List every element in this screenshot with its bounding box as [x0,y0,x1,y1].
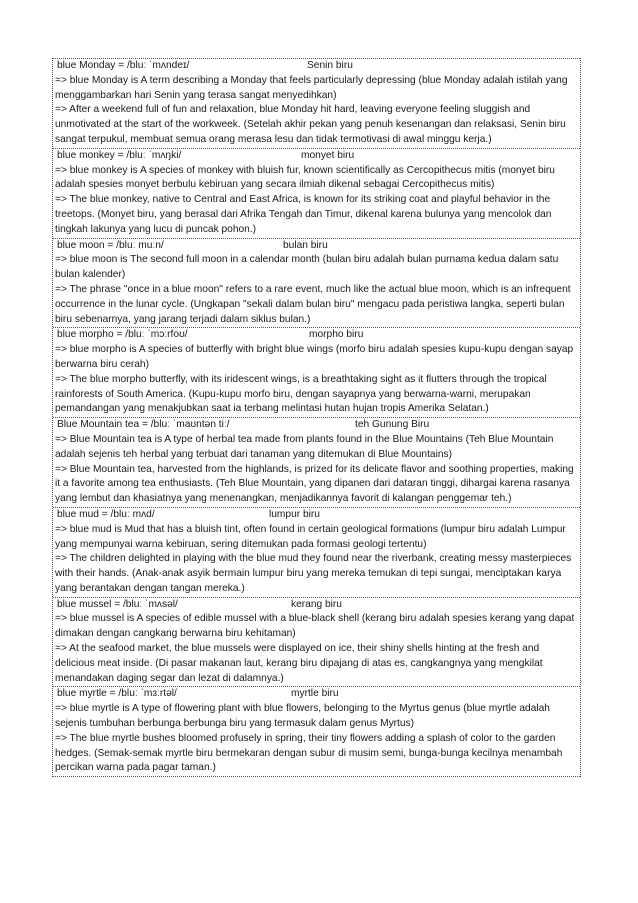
entry-example: => The children delighted in playing with the blue mud they found near the riverbank, creating messy masterpieces with their hands. (Anak-anak asyik bermain lumpur biru yang mereka temukan di tepi sungai, menciptakan karya yang berantakan dengan tangan mereka.) [55,553,572,594]
entry-heading [53,508,580,523]
entry-heading [53,418,580,433]
entry-heading [53,598,580,613]
vocabulary-entry [53,58,580,148]
vocabulary-entry [53,417,580,507]
vocabulary-entry [53,327,580,417]
entry-gloss: morpho biru [309,329,364,341]
entry-example: => After a weekend full of fun and relaxation, blue Monday hit hard, leaving everyone feeling sluggish and unmotivated at the start of the workweek. (Setelah akhir pekan yang penuh kesenangan dan relaksasi, Senin biru sangat terpukul, membuat semua orang merasa lesu dan tidak termotivasi di awal minggu kerja.) [55,104,566,145]
entry-gloss: Senin biru [307,60,353,71]
entry-definition: => blue mussel is A species of edible mussel with a blue-black shell (kerang biru adalah spesies kerang yang dapat dimakan dengan cangkang berwarna biru kehitaman) [55,613,575,640]
vocabulary-entry [53,597,580,687]
vocabulary-entry [53,148,580,238]
entry-gloss: lumpur biru [269,508,320,520]
entry-heading [53,149,580,164]
entry-gloss: teh Gunung Biru [355,419,430,431]
entry-example: => The blue monkey, native to Central and East Africa, is known for its striking coat and playful behavior in the treetops. (Monyet biru, yang berasal dari Afrika Tengah dan Timur, dikenal karena bulunya yang mencolok dan tingkah lakunya yang lucu di puncak pohon.) [55,194,552,235]
entry-gloss: monyet biru [301,149,355,161]
entry-gloss: myrtle biru [291,688,339,700]
entry-definition: => blue myrtle is A type of flowering plant with blue flowers, belonging to the Myrtus genus (blue myrtle adalah sejenis tumbuhan berbunga berbunga biru yang termasuk dalam genus Myrtus) [55,703,550,730]
entry-example: => The blue myrtle bushes bloomed profusely in spring, their tiny flowers adding a splash of color to the garden hedges. (Semak-semak myrtle biru bermekaran dengan subur di musim semi, bunga-bunga kecilnya menambah percikan warna pada pagar taman.) [55,732,563,774]
entry-definition: => blue morpho is A species of butterfly with bright blue wings (morfo biru adalah spesies kupu-kupu dengan sayap berwarna biru cerah) [55,344,574,370]
entry-definition: => blue mud is Mud that has a bluish tint, often found in certain geological formations (lumpur biru adalah Lumpur yang mempunyai warna kebiruan, sering ditemukan pada formasi geologi tertentu) [55,523,566,550]
entry-heading [53,328,580,343]
entry-example: => Blue Mountain tea, harvested from the highlands, is prized for its delicate flavor and soothing properties, making it a favorite among tea enthusiasts. (Teh Blue Mountain, yang dipanen dari dataran tinggi, dihargai karena rasanya yang lembut dan khasiatnya yang menenangkan, menjadikannya favorit di kalangan penggemar teh.) [55,463,574,505]
entry-definition: => Blue Mountain tea is A type of herbal tea made from plants found in the Blue Mountains (Teh Blue Mountain adalah sejenis teh herbal yang terbuat dari tanaman yang ditemukan di Blue Mountains) [55,433,554,460]
entry-heading [53,239,580,254]
entry-term: blue Monday = /bluː ˈmʌndeɪ/ [57,60,190,71]
entry-term: blue mud = /bluː mʌd/ [57,508,155,520]
entry-gloss: kerang biru [291,598,342,610]
entry-term: blue moon = /bluː muːn/ [57,239,164,251]
entry-definition: => blue moon is The second full moon in a calendar month (bulan biru adalah bulan purnama kedua dalam satu bulan kalender) [55,254,559,281]
vocabulary-table [52,58,581,777]
entry-example: => The blue morpho butterfly, with its iridescent wings, is a breathtaking sight as it flutters through the tropical rainforests of South America. (Kupu-kupu morfo biru, dengan sayapnya yang berwarna-warni, merupakan pemandangan yang menakjubkan saat ia terbang melintasi hutan hujan tropis Amerika Selatan.) [55,373,547,415]
entry-example: => The phrase "once in a blue moon" refers to a rare event, much like the actual blue moon, which is an infrequent occurrence in the lunar cycle. (Ungkapan "sekali dalam bulan biru" mengacu pada peristiwa langka, seperti bulan biru sebenarnya, yang jarang terjadi dalam siklus bulan.) [55,283,571,325]
entry-heading [53,687,580,702]
entry-term: blue morpho = /bluː ˈmɔːrfoʊ/ [57,329,188,341]
entry-gloss: bulan biru [283,239,328,251]
entry-heading [53,59,580,74]
vocabulary-entry [53,238,580,328]
entry-term: Blue Mountain tea = /bluː ˈmaʊntən tiː/ [57,419,230,431]
vocabulary-entry [53,686,580,777]
entry-definition: => blue monkey is A species of monkey with bluish fur, known scientifically as Cercopithecus mitis (monyet biru adalah spesies monyet berbulu kebiruan yang secara ilmiah dikenal sebagai Cercopithecus mitis) [55,164,555,191]
entry-definition: => blue Monday is A term describing a Monday that feels particularly depressing (blue Monday adalah istilah yang menggambarkan hari Senin yang terasa sangat menyedihkan) [55,74,568,101]
entry-term: blue monkey = /bluː ˈmʌŋki/ [57,149,182,161]
entry-term: blue myrtle = /bluː ˈmɜːrtəl/ [57,688,177,700]
vocabulary-entry [53,507,580,597]
entry-term: blue mussel = /bluː ˈmʌsəl/ [57,598,178,610]
entry-example: => At the seafood market, the blue mussels were displayed on ice, their shiny shells hinting at the fresh and delicious meat inside. (Di pasar makanan laut, kerang biru dipajang di atas es, cangkangnya yang mengkilat menandakan daging segar dan lezat di dalamnya.) [55,643,543,684]
